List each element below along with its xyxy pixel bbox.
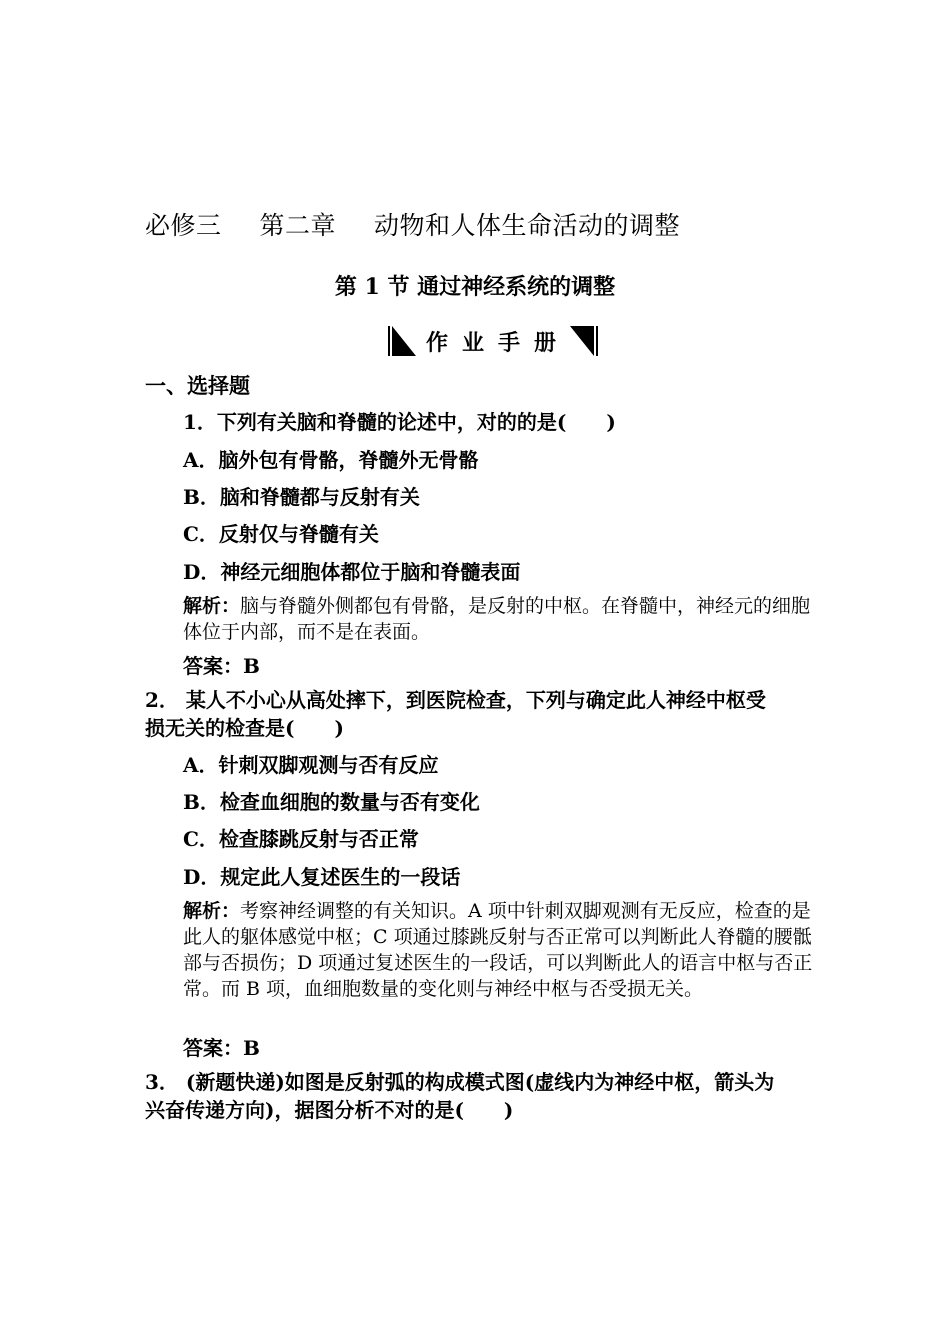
banner-bar-left [388,326,390,356]
q1-option-c: C．反射仅与脊髓有关 [183,522,379,546]
book-label: 必修三 [145,211,222,240]
q3-stem: 3． (新题快递)如图是反射弧的构成模式图(虚线内为神经中枢，箭头为兴奋传递方向)，据图分析不对的是( ) [145,1070,775,1122]
q2-explanation [183,898,813,1002]
chapter-label: 第二章 [259,211,337,240]
q2-option-b: B．检查血细胞的数量与否有变化 [183,790,480,814]
q2-explanation-text: 考察神经调整的有关知识。A 项中针刺双脚观测有无反应，检查的是此人的躯体感觉中枢；C 项通过膝跳反射与否正常可以判断此人脊髓的腰骶部与否损伤；D 项通过复述医生的一段话，可以判断此人的语言中枢与否正常。而 B 项，血细胞数量的变化则与神经中枢与否受损无关。 [183,900,813,1000]
banner-title: 作业手册 [426,330,571,356]
q2-option-d: D．规定此人复述医生的一段话 [183,865,461,889]
q2-answer: 答案：B [183,1036,260,1060]
homework-banner [386,323,600,359]
banner-right-triangle-icon [570,326,594,356]
q2-explanation-label: 解析： [183,900,241,922]
q1-option-b: B．脑和脊髓都与反射有关 [183,485,420,509]
q1-stem: 1．下列有关脑和脊髓的论述中，对的的是( ) [183,410,616,434]
section-title: 第 1 节 通过神经系统的调整 [334,274,616,300]
chapter-header [145,206,680,242]
q2-option-c: C．检查膝跳反射与否正常 [183,827,419,851]
q1-explanation [183,593,813,645]
q1-option-d: D．神经元细胞体都位于脑和脊髓表面 [183,560,521,584]
q1-explanation-text: 脑与脊髓外侧都包有骨骼，是反射的中枢。在脊髓中，神经元的细胞体位于内部，而不是在表面。 [183,595,811,643]
q1-option-a: A．脑外包有骨骼，脊髓外无骨骼 [183,448,479,472]
banner-bar-right [596,326,598,356]
chapter-title: 动物和人体生命活动的调整 [374,211,681,240]
q1-explanation-label: 解析： [183,595,241,617]
q2-option-a: A．针刺双脚观测与否有反应 [183,753,439,777]
q2-stem: 2． 某人不小心从高处摔下，到医院检查，下列与确定此人神经中枢受损无关的检查是( ) [145,688,766,740]
banner-left-triangle-icon [392,326,416,356]
part-title: 一、选择题 [145,373,250,398]
q1-answer: 答案：B [183,654,260,678]
